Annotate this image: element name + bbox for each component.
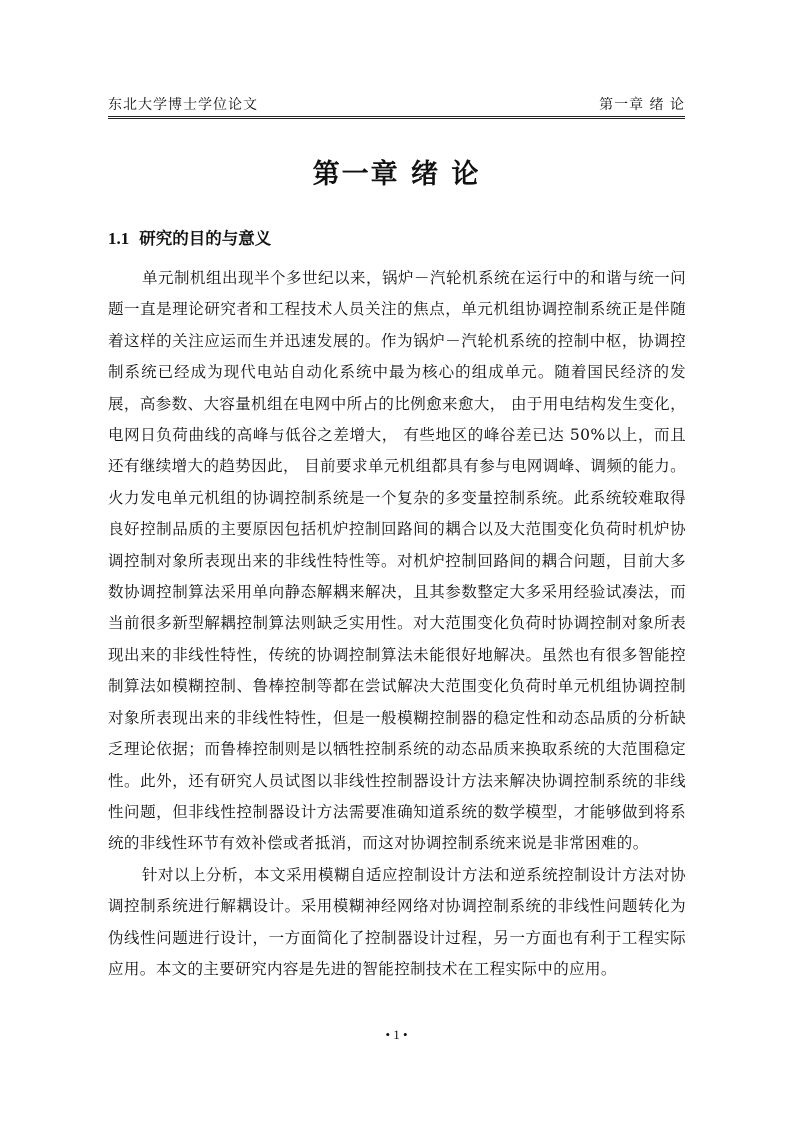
page-number: • 1 • bbox=[385, 1027, 408, 1042]
running-header bbox=[108, 94, 685, 114]
section-title: 研究的目的与意义 bbox=[139, 229, 272, 248]
header-left-text: 东北大学博士学位论文 bbox=[108, 97, 258, 113]
paragraph-1: 单元制机组出现半个多世纪以来，锅炉－汽轮机系统在运行中的和谐与统一问题一直是理论研究者和工程技术人员关注的焦点，单元机组协调控制系统正是伴随着这样的关注应运而生并迅速发展的。作为锅炉－汽轮机系统的控制中枢，协调控制系统已经成为现代电站自动化系统中最为核心的组成单元。随着国民经济的发展，高参数、大容量机组在电网中所占的比例愈来愈大， 由于用电结构发生变化， 电网日负荷曲线的高峰与低谷之差增大， 有些地区的峰谷差已达 50%以上，而且还有继续增大的趋势因此， 目前要求单元机组都具有参与电网调峰、调频的能力。火力发电单元机组的协调控制系统是一个复杂的多变量控制系统。此系统较难取得良好控制品质的主要原因包括机炉控制回路间的耦合以及大范围变化负荷时机炉协调控制对象所表现出来的非线性特性等。对机炉控制回路间的耦合问题，目前大多数协调控制算法采用单向静态解耦来解决，且其参数整定大多采用经验试凑法，而当前很多新型解耦控制算法则缺乏实用性。对大范围变化负荷时协调控制对象所表现出来的非线性特性，传统的协调控制算法未能很好地解决。虽然也有很多智能控制算法如模糊控制、鲁棒控制等都在尝试解决大范围变化负荷时单元机组协调控制对象所表现出来的非线性特性，但是一般模糊控制器的稳定性和动态品质的分析缺乏理论依据；而鲁棒控制则是以牺牲控制系统的动态品质来换取系统的大范围稳定性。此外，还有研究人员试图以非线性控制器设计方法来解决协调控制系统的非线性问题，但非线性控制器设计方法需要准确知道系统的数学模型，才能够做到将系统的非线性环节有效补偿或者抵消，而这对协调控制系统来说是非常困难的。 bbox=[108, 269, 686, 853]
section-number: 1.1 bbox=[108, 229, 130, 248]
header-right-text: 第一章 绪 论 bbox=[599, 97, 685, 113]
header-rule-thin bbox=[108, 118, 685, 119]
body-text bbox=[108, 263, 686, 985]
header-rule bbox=[108, 116, 685, 117]
section-heading bbox=[108, 225, 271, 249]
chapter-title: 第一章 绪 论 bbox=[312, 159, 481, 190]
paragraph-2: 针对以上分析，本文采用模糊自适应控制设计方法和逆系统控制设计方法对协调控制系统进行解耦设计。采用模糊神经网络对协调控制系统的非线性问题转化为伪线性问题进行设计，一方面简化了控制器设计过程，另一方面也有利于工程实际应用。本文的主要研究内容是先进的智能控制技术在工程实际中的应用。 bbox=[108, 865, 686, 978]
